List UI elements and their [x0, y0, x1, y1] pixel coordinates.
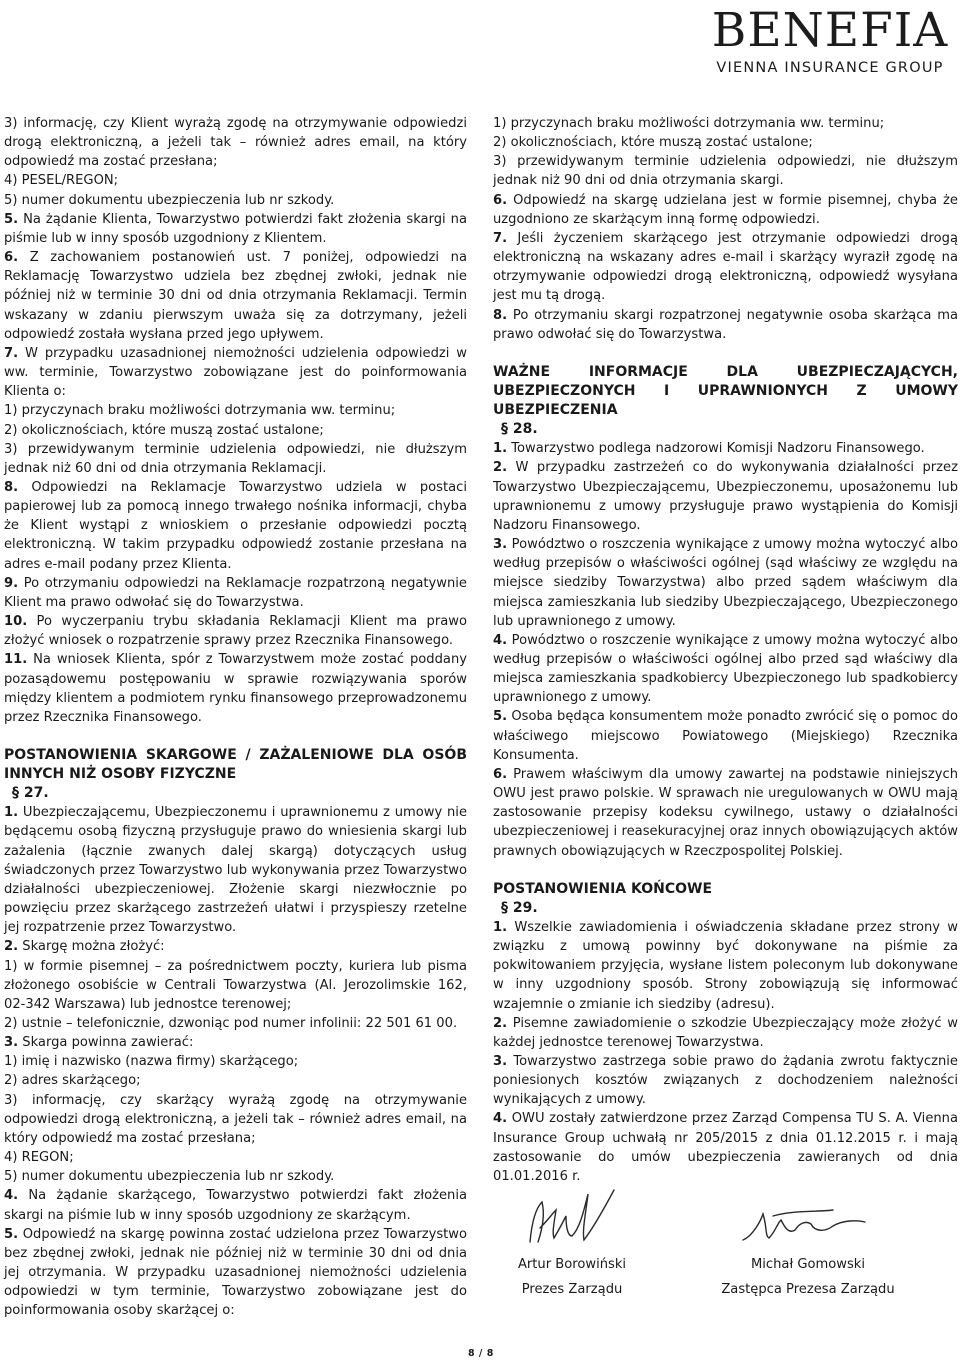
- section-heading: POSTANOWIENIA KOŃCOWE: [493, 880, 713, 897]
- paragraph: 7. W przypadku uzasadnionej niemożności udzielenia odpowiedzi w ww. terminie, Towarzystwo zobowiązane jest do poinformowania Klienta o:: [4, 345, 467, 400]
- section-heading: WAŻNE INFORMACJE DLA UBEZPIECZAJĄCYCH, UBEZPIECZONYCH I UPRAWNIONYCH Z UMOWY UBEZPIECZENIA: [493, 363, 958, 419]
- paragraph: 4. OWU zostały zatwierdzone przez Zarząd Compensa TU S. A. Vienna Insurance Group uchwałą nr 205/2015 z dnia 01.12.2015 r. i mają zastosowanie do umów ubezpieczenia zawieranych od dnia 01.01.2016 r.: [493, 1111, 958, 1184]
- paragraph: 6. Prawem właściwym dla umowy zawartej na podstawie niniejszych OWU jest prawo polskie. W sprawach nie uregulowanych w OWU mają zastosowanie przepisy kodeksu cywilnego, ustawy o działalności ubezpieczeniowej i reasekuracyjnej oraz innych obowiązujących aktów prawnych obowiązujących w Rzeczpospolitej Polskiej.: [493, 766, 958, 859]
- signature-image: [502, 1180, 642, 1252]
- paragraph: 6. Odpowiedź na skargę udzielana jest w formie pisemnej, chyba że uzgodniono ze skarżącym inną formę odpowiedzi.: [493, 192, 958, 227]
- paragraph: 3) przewidywanym terminie udzielenia odpowiedzi, nie dłuższym jednak niż 90 dni od dnia otrzymania skargi.: [493, 154, 958, 189]
- paragraph: 2) ustnie – telefonicznie, dzwoniąc pod numer infolinii: 22 501 61 00.: [4, 1016, 458, 1031]
- paragraph: 1) imię i nazwisko (nazwa firmy) skarżącego;: [4, 1054, 299, 1070]
- paragraph: 2) okolicznościach, które muszą zostać ustalone;: [493, 135, 813, 151]
- paragraph: 5) numer dokumentu ubezpieczenia lub nr szkody.: [4, 1169, 335, 1185]
- paragraph: 9. Po otrzymaniu odpowiedzi na Reklamacje rozpatrzoną negatywnie Klient ma prawo odwołać się do Towarzystwa.: [4, 575, 467, 610]
- page-number: 8 / 8: [468, 1348, 494, 1359]
- paragraph: 2. Skargę można złożyć:: [4, 939, 165, 955]
- paragraph: 1) przyczynach braku możliwości dotrzymania ww. terminu;: [4, 403, 396, 419]
- logo-name: BENEFIA: [711, 3, 949, 58]
- section-number: § 28.: [501, 421, 538, 438]
- signatory-title: Prezes Zarządu: [521, 1282, 623, 1297]
- paragraph: 4. Powództwo o roszczenie wynikające z umowy można wytoczyć albo według przepisów o właściwości ogólnej albo przed sąd właściwy dla miejsca zamieszkania spadkobiercy Ubezpieczonego lub spadkobiercy uprawnionego z umowy.: [493, 632, 958, 706]
- paragraph: 1. Ubezpieczającemu, Ubezpieczonemu i uprawnionemu z umowy nie będącemu osobą fizyczną przysługuje prawo do wniesienia skargi lub zażalenia (łącznie zwanych dalej skargą) dotyczących usług świadczonych przez Towarzystwo lub wykonywania przez Towarzystwo działalności ubezpieczeniowej. Złożenie skargi niezwłocznie po powzięciu przez skarżącego zastrzeżeń ułatwi i przyspieszy rzetelne jej rozpatrzenie przez Towarzystwo.: [4, 805, 467, 936]
- paragraph: 5) numer dokumentu ubezpieczenia lub nr szkody.: [4, 192, 335, 208]
- paragraph: 4) REGON;: [4, 1150, 74, 1166]
- paragraph: 5. Na żądanie Klienta, Towarzystwo potwierdzi fakt złożenia skargi na piśmie lub w inny sposób uzgodniony z Klientem.: [4, 211, 467, 246]
- logo-subtitle: VIENNA INSURANCE GROUP: [716, 60, 944, 76]
- signature-image: [733, 1180, 883, 1252]
- section-number: § 29.: [501, 899, 538, 916]
- right-column: [493, 114, 958, 1186]
- paragraph: 1) przyczynach braku możliwości dotrzymania ww. terminu;: [493, 116, 885, 131]
- paragraph: 2) okolicznościach, które muszą zostać ustalone;: [4, 422, 324, 438]
- paragraph: 3. Skarga powinna zawierać:: [4, 1035, 194, 1051]
- paragraph: 4) PESEL/REGON;: [4, 173, 119, 189]
- paragraph: 2) adres skarżącego;: [4, 1073, 141, 1089]
- paragraph: 3) przewidywanym terminie udzielenia odpowiedzi, nie dłuższym jednak niż 60 dni od dnia otrzymania Reklamacji.: [4, 441, 467, 476]
- signature-block: [472, 1180, 672, 1302]
- section-heading: POSTANOWIENIA SKARGOWE / ZAŻALENIOWE DLA OSÓB INNYCH NIŻ OSOBY FIZYCZNE: [4, 747, 467, 783]
- left-column: [4, 114, 467, 1321]
- signature-block: [708, 1180, 908, 1302]
- paragraph: 1) w formie pisemnej – za pośrednictwem poczty, kuriera lub pisma złożonego osobiście w Centrali Towarzystwa (Al. Jerozolimskie 162, 02-342 Warszawa) lub jednostce terenowej;: [4, 958, 467, 1012]
- paragraph: 3. Powództwo o roszczenia wynikające z umowy można wytoczyć albo według przepisów o właściwości ogólnej (sąd właściwy ze względu na miejsce siedziby Towarzystwa) albo przed sądem właściwym dla miejsca zamieszkania lub siedziby Ubezpieczającego, Ubezpieczonego lub uprawnionego z umowy.: [493, 537, 958, 629]
- paragraph: 3) informację, czy Klient wyrażą zgodę na otrzymywanie odpowiedzi drogą elektroniczną, a jeżeli tak – również adres email, na który odpowiedź ma zostać przesłana;: [4, 116, 467, 170]
- paragraph: 5. Odpowiedź na skargę powinna zostać udzielona przez Towarzystwo bez zbędnej zwłoki, jednak nie później niż w terminie 30 dni od dnia jej otrzymania. W przypadku uzasadnionej niemożności udzielenia odpowiedzi w tym terminie, Towarzystwo zobowiązane jest do poinformowania osoby skarżącej o:: [4, 1226, 467, 1319]
- paragraph: 4. Na żądanie skarżącego, Towarzystwo potwierdzi fakt złożenia skargi na piśmie lub w inny sposób uzgodniony ze skarżącym.: [4, 1188, 467, 1223]
- signatory-name: Michał Gomowski: [750, 1257, 865, 1272]
- paragraph: 2. W przypadku zastrzeżeń co do wykonywania działalności przez Towarzystwo Ubezpieczającemu, Ubezpieczonemu, uposażonemu lub uprawnionemu z umowy przysługuje prawo wystąpienia do Komisji Nadzoru Finansowego.: [493, 460, 958, 533]
- signatory-name: Artur Borowiński: [517, 1257, 627, 1272]
- paragraph: 10. Po wyczerpaniu trybu składania Reklamacji Klient ma prawo złożyć wniosek o rozpatrzenie sprawy przez Rzecznika Finansowego.: [4, 614, 467, 649]
- paragraph: 8. Po otrzymaniu skargi rozpatrzonej negatywnie osoba skarżąca ma prawo odwołać się do Towarzystwa.: [493, 307, 958, 342]
- paragraph: 6. Z zachowaniem postanowień ust. 7 poniżej, odpowiedzi na Reklamację Towarzystwo udziela bez zbędnej zwłoki, jednak nie później niż w terminie 30 dni od dnia otrzymania Reklamacji. Termin wskazany w zdaniu pierwszym uważa się za dotrzymany, jeżeli odpowiedź została wysłana przed jego upływem.: [4, 250, 467, 342]
- benefia-logo: [710, 3, 950, 76]
- signatory-title: Zastępca Prezesa Zarządu: [721, 1282, 895, 1297]
- paragraph: 3. Towarzystwo zastrzega sobie prawo do żądania zwrotu faktycznie poniesionych kosztów związanych z dochodzeniem należności wynikających z umowy.: [493, 1053, 958, 1108]
- paragraph: 3) informację, czy skarżący wyrażą zgodę na otrzymywanie odpowiedzi drogą elektroniczną, a jeżeli tak – również adres email, na który odpowiedź ma zostać przesłana;: [4, 1092, 467, 1146]
- paragraph: 7. Jeśli życzeniem skarżącego jest otrzymanie odpowiedzi drogą elektroniczną na wskazany adres e-mail i skarżący wyraził zgodę na otrzymywanie odpowiedzi drogą elektroniczną, odpowiedź wysyłana jest mu tą drogą.: [493, 230, 958, 304]
- paragraph: 1. Wszelkie zawiadomienia i oświadczenia składane przez strony w związku z umową powinny być dokonywane na piśmie za pokwitowaniem przyjęcia, wysłane listem poleconym lub dokonywane w inny uzgodniony sposób. Strony zobowiązują się informować wzajemnie o zmianie ich siedziby (adresu).: [493, 919, 958, 1012]
- paragraph: 5. Osoba będąca konsumentem może ponadto zwrócić się o pomoc do właściwego miejscowo Powiatowego (Miejskiego) Rzecznika Konsumenta.: [493, 709, 958, 763]
- paragraph: 8. Odpowiedzi na Reklamacje Towarzystwo udziela w postaci papierowej lub za pomocą innego trwałego nośnika informacji, chyba że Klient wystąpi z wnioskiem o przesłanie odpowiedzi pocztą elektroniczną. W takim przypadku odpowiedź zostanie przesłana na adres e-mail podany przez Klienta.: [4, 479, 467, 572]
- paragraph: 1. Towarzystwo podlega nadzorowi Komisji Nadzoru Finansowego.: [493, 441, 925, 457]
- paragraph: 2. Pisemne zawiadomienie o szkodzie Ubezpieczający może złożyć w każdej jednostce terenowej Towarzystwa.: [493, 1015, 958, 1050]
- section-number: § 27.: [12, 785, 49, 802]
- paragraph: 11. Na wniosek Klienta, spór z Towarzystwem może zostać poddany pozasądowemu postępowaniu w sprawie rozwiązywania sporów między klientem a podmiotem rynku finansowego przeprowadzonemu przez Rzecznika Finansowego.: [4, 652, 467, 725]
